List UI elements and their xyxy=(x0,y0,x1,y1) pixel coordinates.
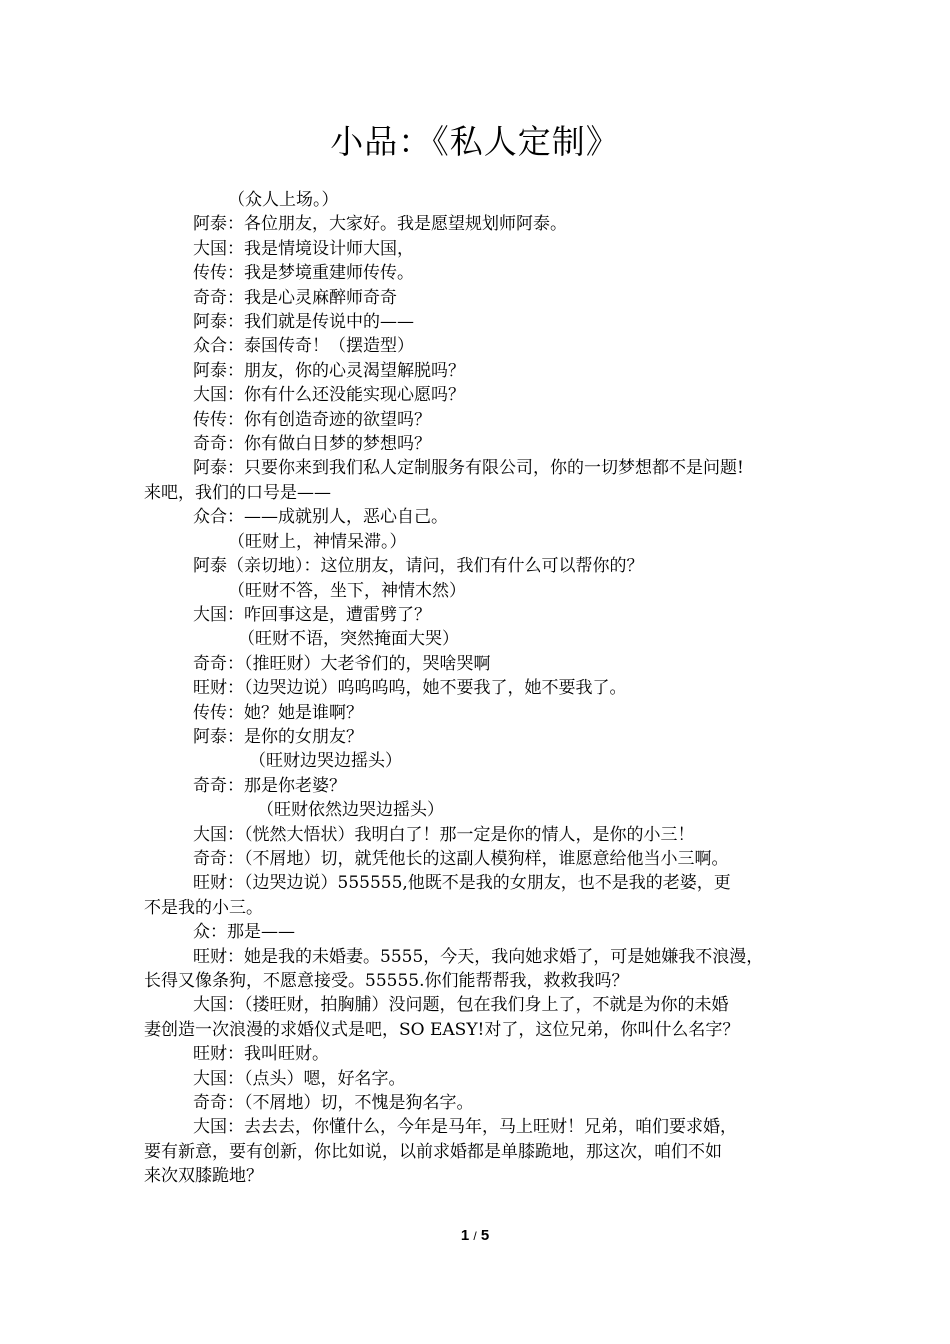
dialogue-line: 传传：你有创造奇迹的欲望吗？ xyxy=(193,409,431,430)
dialogue-line: 奇奇：我是心灵麻醉师奇奇 xyxy=(193,287,397,308)
dialogue-line: 大国：（恍然大悟状）我明白了！那一定是你的情人，是你的小三！ xyxy=(193,824,695,845)
dialogue-continuation: 不是我的小三。 xyxy=(144,897,263,918)
dialogue-line: 阿泰（亲切地）：这位朋友，请问，我们有什么可以帮你的？ xyxy=(193,556,644,577)
dialogue-continuation: 来次双膝跪地？ xyxy=(144,1166,263,1187)
dialogue-line: 众合：泰国传奇！（摆造型） xyxy=(193,336,414,357)
dialogue-continuation: 长得又像条狗，不愿意接受。55555.你们能帮帮我，救救我吗？ xyxy=(144,971,629,991)
page-number xyxy=(0,1227,950,1244)
stage-direction: （旺财边哭边摇头） xyxy=(249,751,402,772)
current-page: 1 xyxy=(460,1227,470,1244)
document-title: 小品：《私人定制》 xyxy=(330,122,620,161)
document-body xyxy=(144,188,814,1189)
dialogue-continuation: 妻创造一次浪漫的求婚仪式是吧，SO EASY!对了，这位兄弟，你叫什么名字？ xyxy=(144,1019,740,1040)
dialogue-line: 旺财：（边哭边说）呜呜呜呜，她不要我了，她不要我了。 xyxy=(193,678,627,699)
dialogue-line: 大国：你有什么还没能实现心愿吗？ xyxy=(193,385,465,406)
dialogue-line: 传传：我是梦境重建师传传。 xyxy=(193,263,414,284)
dialogue-line: 传传：她？她是谁啊？ xyxy=(193,702,363,723)
page-separator: / xyxy=(473,1229,477,1243)
stage-direction: （旺财上，神情呆滞。） xyxy=(228,531,407,552)
stage-direction: （旺财依然边哭边摇头） xyxy=(257,800,444,821)
dialogue-line: 大国：我是情境设计师大国， xyxy=(193,238,414,259)
dialogue-line: 阿泰：是你的女朋友？ xyxy=(193,726,363,747)
stage-direction: （旺财不答，坐下，神情木然） xyxy=(228,580,466,601)
dialogue-line: 奇奇：（推旺财）大老爷们的，哭啥哭啊 xyxy=(193,653,491,674)
stage-direction: （众人上场。） xyxy=(228,190,339,210)
dialogue-line: 奇奇：你有做白日梦的梦想吗？ xyxy=(193,434,431,455)
dialogue-line: 奇奇：（不屑地）切，不愧是狗名字。 xyxy=(193,1093,474,1114)
dialogue-line: 阿泰：朋友，你的心灵渴望解脱吗？ xyxy=(193,360,465,381)
dialogue-line: 大国：咋回事这是，遭雷劈了？ xyxy=(193,604,431,625)
dialogue-line: 大国：去去去，你懂什么，今年是马年，马上旺财！兄弟，咱们要求婚， xyxy=(193,1117,737,1138)
dialogue-continuation: 来吧，我们的口号是—— xyxy=(144,482,331,503)
dialogue-line: 奇奇：那是你老婆？ xyxy=(193,775,346,796)
dialogue-line: 阿泰：我们就是传说中的—— xyxy=(193,312,414,333)
dialogue-line: 阿泰：各位朋友，大家好。我是愿望规划师阿泰。 xyxy=(193,214,567,235)
dialogue-line: 众：那是—— xyxy=(193,922,295,943)
dialogue-line: 旺财：（边哭边说）555555,他既不是我的女朋友，也不是我的老婆，更 xyxy=(193,873,731,894)
dialogue-continuation: 要有新意，要有创新，你比如说，以前求婚都是单膝跪地，那这次，咱们不如 xyxy=(144,1141,722,1162)
dialogue-line: 大国：（搂旺财，拍胸脯）没问题，包在我们身上了，不就是为你的未婚 xyxy=(193,995,729,1016)
stage-direction: （旺财不语，突然掩面大哭） xyxy=(238,629,459,650)
dialogue-line: 阿泰：只要你来到我们私人定制服务有限公司，你的一切梦想都不是问题! xyxy=(193,458,744,479)
dialogue-line: 旺财：她是我的未婚妻。5555，今天，我向她求婚了，可是她嫌我不浪漫， xyxy=(193,946,764,967)
total-pages: 5 xyxy=(480,1227,490,1244)
dialogue-line: 奇奇：（不屑地）切，就凭他长的这副人模狗样，谁愿意给他当小三啊。 xyxy=(193,848,729,869)
dialogue-line: 旺财：我叫旺财。 xyxy=(193,1044,329,1065)
dialogue-line: 众合：——成就别人，恶心自己。 xyxy=(193,507,448,528)
dialogue-line: 大国：（点头）嗯，好名字。 xyxy=(193,1068,406,1089)
